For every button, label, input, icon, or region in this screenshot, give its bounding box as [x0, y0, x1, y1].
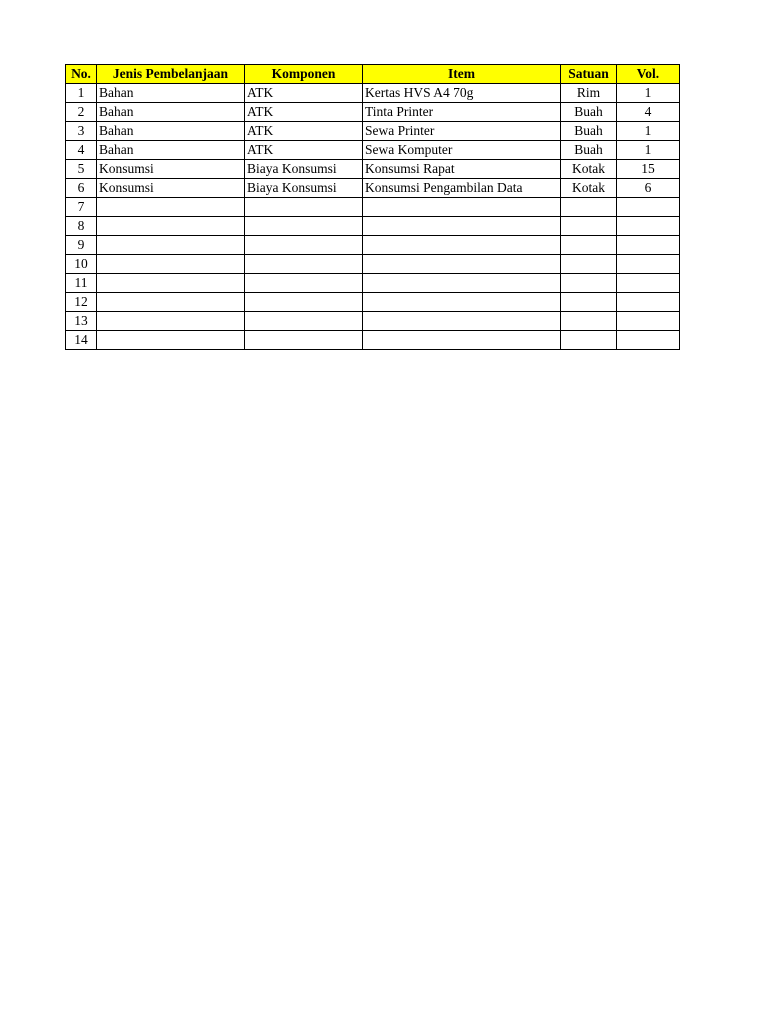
cell-jenis[interactable]: Konsumsi: [97, 179, 245, 198]
cell-vol[interactable]: 6: [617, 179, 680, 198]
cell-no[interactable]: 3: [66, 122, 97, 141]
cell-no[interactable]: 14: [66, 331, 97, 350]
cell-satuan[interactable]: Buah: [561, 122, 617, 141]
cell-satuan[interactable]: [561, 255, 617, 274]
cell-vol[interactable]: 15: [617, 160, 680, 179]
cell-jenis[interactable]: [97, 331, 245, 350]
cell-no[interactable]: 7: [66, 198, 97, 217]
cell-jenis[interactable]: Bahan: [97, 141, 245, 160]
cell-jenis[interactable]: [97, 217, 245, 236]
cell-item[interactable]: [363, 274, 561, 293]
cell-satuan[interactable]: [561, 217, 617, 236]
cell-komponen[interactable]: [245, 255, 363, 274]
cell-vol[interactable]: 1: [617, 141, 680, 160]
cell-item[interactable]: Kertas HVS A4 70g: [363, 84, 561, 103]
cell-no[interactable]: 5: [66, 160, 97, 179]
cell-item[interactable]: [363, 255, 561, 274]
cell-vol[interactable]: 1: [617, 84, 680, 103]
cell-komponen[interactable]: [245, 312, 363, 331]
header-vol[interactable]: Vol.: [617, 65, 680, 84]
cell-komponen[interactable]: ATK: [245, 122, 363, 141]
cell-satuan[interactable]: [561, 236, 617, 255]
cell-komponen[interactable]: [245, 217, 363, 236]
cell-jenis[interactable]: [97, 198, 245, 217]
cell-vol[interactable]: 4: [617, 103, 680, 122]
table-row: [66, 274, 680, 293]
table-row: [66, 312, 680, 331]
cell-jenis[interactable]: Bahan: [97, 103, 245, 122]
cell-jenis[interactable]: [97, 312, 245, 331]
table-row: [66, 103, 680, 122]
cell-satuan[interactable]: Buah: [561, 103, 617, 122]
cell-no[interactable]: 2: [66, 103, 97, 122]
cell-vol[interactable]: [617, 312, 680, 331]
cell-no[interactable]: 1: [66, 84, 97, 103]
cell-satuan[interactable]: Buah: [561, 141, 617, 160]
header-komponen[interactable]: Komponen: [245, 65, 363, 84]
cell-komponen[interactable]: [245, 236, 363, 255]
cell-item[interactable]: [363, 236, 561, 255]
header-no[interactable]: No.: [66, 65, 97, 84]
cell-jenis[interactable]: [97, 255, 245, 274]
cell-vol[interactable]: [617, 217, 680, 236]
cell-no[interactable]: 13: [66, 312, 97, 331]
cell-no[interactable]: 4: [66, 141, 97, 160]
cell-satuan[interactable]: Kotak: [561, 160, 617, 179]
cell-no[interactable]: 12: [66, 293, 97, 312]
header-row: [66, 65, 680, 84]
cell-vol[interactable]: [617, 255, 680, 274]
cell-item[interactable]: [363, 312, 561, 331]
cell-vol[interactable]: [617, 236, 680, 255]
cell-no[interactable]: 6: [66, 179, 97, 198]
cell-komponen[interactable]: ATK: [245, 141, 363, 160]
cell-jenis[interactable]: Bahan: [97, 122, 245, 141]
header-item[interactable]: Item: [363, 65, 561, 84]
table-row: [66, 255, 680, 274]
cell-satuan[interactable]: [561, 312, 617, 331]
cell-jenis[interactable]: Konsumsi: [97, 160, 245, 179]
cell-item[interactable]: [363, 331, 561, 350]
cell-komponen[interactable]: [245, 274, 363, 293]
cell-satuan[interactable]: [561, 274, 617, 293]
cell-item[interactable]: Sewa Komputer: [363, 141, 561, 160]
cell-vol[interactable]: [617, 293, 680, 312]
cell-item[interactable]: [363, 293, 561, 312]
cell-no[interactable]: 8: [66, 217, 97, 236]
table-row: [66, 331, 680, 350]
cell-jenis[interactable]: Bahan: [97, 84, 245, 103]
table-row: [66, 160, 680, 179]
cell-komponen[interactable]: [245, 198, 363, 217]
header-satuan[interactable]: Satuan: [561, 65, 617, 84]
cell-jenis[interactable]: [97, 274, 245, 293]
cell-vol[interactable]: [617, 198, 680, 217]
cell-item[interactable]: Konsumsi Pengambilan Data: [363, 179, 561, 198]
table-row: [66, 179, 680, 198]
cell-no[interactable]: 10: [66, 255, 97, 274]
cell-no[interactable]: 11: [66, 274, 97, 293]
cell-satuan[interactable]: Kotak: [561, 179, 617, 198]
table-row: [66, 293, 680, 312]
cell-vol[interactable]: 1: [617, 122, 680, 141]
cell-komponen[interactable]: ATK: [245, 84, 363, 103]
cell-jenis[interactable]: [97, 236, 245, 255]
table-row: [66, 84, 680, 103]
table-row: [66, 217, 680, 236]
cell-no[interactable]: 9: [66, 236, 97, 255]
spreadsheet-page: [65, 64, 680, 350]
header-jenis-pembelanjaan[interactable]: Jenis Pembelanjaan: [97, 65, 245, 84]
cell-satuan[interactable]: [561, 331, 617, 350]
cell-item[interactable]: Tinta Printer: [363, 103, 561, 122]
cell-item[interactable]: Sewa Printer: [363, 122, 561, 141]
cell-komponen[interactable]: ATK: [245, 103, 363, 122]
cell-komponen[interactable]: [245, 293, 363, 312]
cell-satuan[interactable]: Rim: [561, 84, 617, 103]
budget-table: [65, 64, 680, 350]
cell-satuan[interactable]: [561, 293, 617, 312]
cell-jenis[interactable]: [97, 293, 245, 312]
cell-komponen[interactable]: Biaya Konsumsi: [245, 179, 363, 198]
cell-vol[interactable]: [617, 274, 680, 293]
cell-item[interactable]: [363, 198, 561, 217]
cell-satuan[interactable]: [561, 198, 617, 217]
table-row: [66, 236, 680, 255]
table-row: [66, 122, 680, 141]
cell-item[interactable]: Konsumsi Rapat: [363, 160, 561, 179]
cell-komponen[interactable]: Biaya Konsumsi: [245, 160, 363, 179]
table-row: [66, 141, 680, 160]
cell-item[interactable]: [363, 217, 561, 236]
cell-vol[interactable]: [617, 331, 680, 350]
table-row: [66, 198, 680, 217]
cell-komponen[interactable]: [245, 331, 363, 350]
